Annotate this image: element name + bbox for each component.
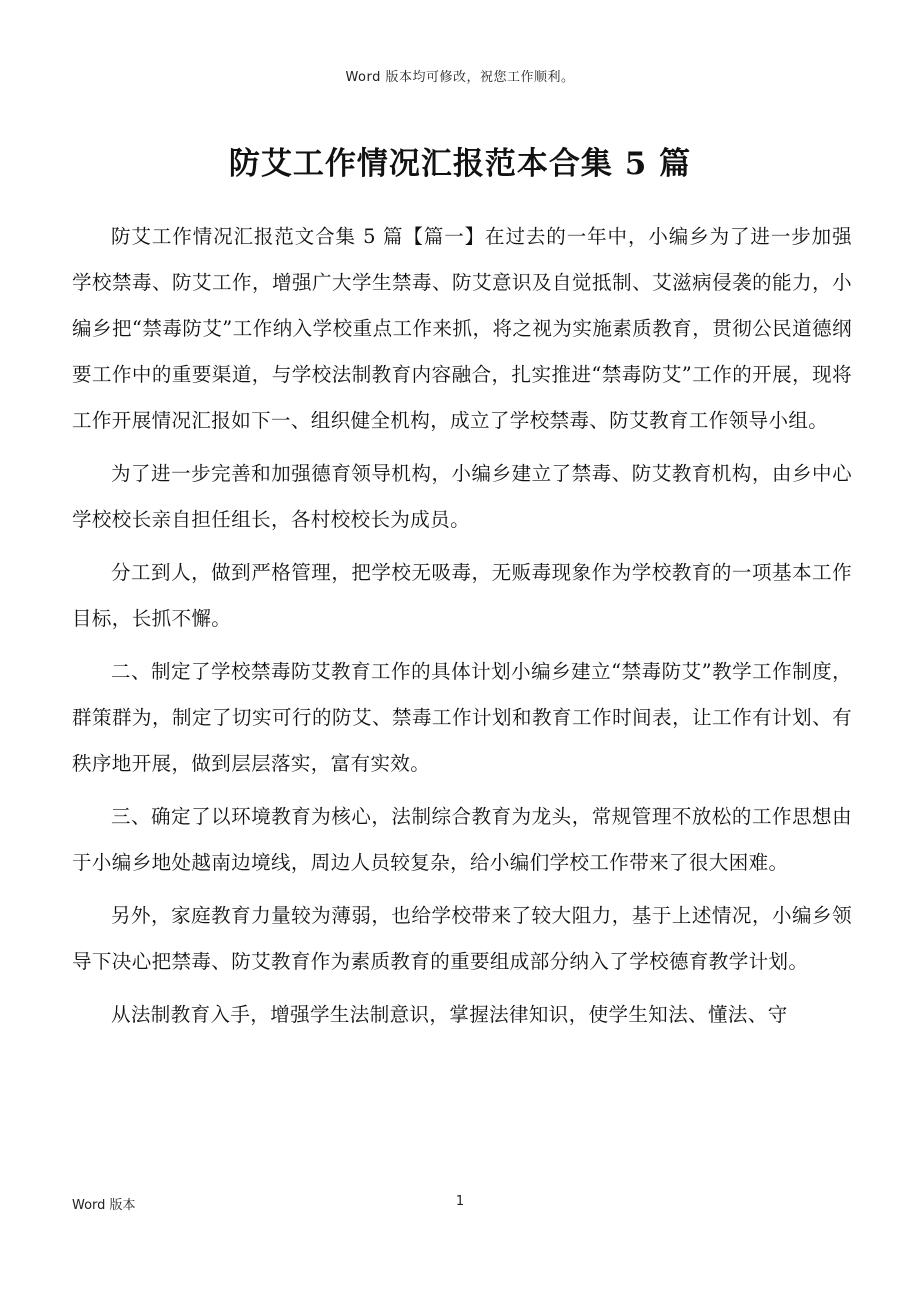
paragraph: 另外，家庭教育力量较为薄弱，也给学校带来了较大阻力，基于上述情况，小编乡领导下决心把禁毒、防艾教育作为素质教育的重要组成部分纳入了学校德育教学计划。 xyxy=(72,904,852,973)
paragraph: 从法制教育入手，增强学生法制意识，掌握法律知识，使学生知法、懂法、守 xyxy=(111,1003,788,1026)
paragraph: 二、制定了学校禁毒防艾教育工作的具体计划小编乡建立“禁毒防艾”教学工作制度，群策群为，制定了切实可行的防艾、禁毒工作计划和教育工作时间表，让工作有计划、有秩序地开展，做到层层落实，富有实效。 xyxy=(72,660,852,775)
page-number: 1 xyxy=(455,1194,465,1209)
paragraph: 三、确定了以环境教育为核心，法制综合教育为龙头，常规管理不放松的工作思想由于小编乡地处越南边境线，周边人员较复杂，给小编们学校工作带来了很大困难。 xyxy=(72,805,852,874)
header-note: Word 版本均可修改，祝您工作顺利。 xyxy=(345,70,575,85)
paragraph: 防艾工作情况汇报范文合集 5 篇【篇一】在过去的一年中，小编乡为了进一步加强学校禁毒、防艾工作，增强广大学生禁毒、防艾意识及自觉抵制、艾滋病侵袭的能力，小编乡把“禁毒防艾”工作纳入学校重点工作来抓，将之视为实施素质教育，贯彻公民道德纲要工作中的重要渠道，与学校法制教育内容融合，扎实推进“禁毒防艾”工作的开展，现将工作开展情况汇报如下一、组织健全机构，成立了学校禁毒、防艾教育工作领导小组。 xyxy=(72,225,852,432)
document-title: 防艾工作情况汇报范本合集 5 篇 xyxy=(228,146,692,182)
footer-label: Word 版本 xyxy=(72,1198,136,1213)
document-body xyxy=(72,214,852,1045)
paragraph: 为了进一步完善和加强德育领导机构，小编乡建立了禁毒、防艾教育机构，由乡中心学校校长亲自担任组长，各村校校长为成员。 xyxy=(72,462,852,531)
paragraph: 分工到人，做到严格管理，把学校无吸毒，无贩毒现象作为学校教育的一项基本工作目标，长抓不懈。 xyxy=(72,561,852,630)
